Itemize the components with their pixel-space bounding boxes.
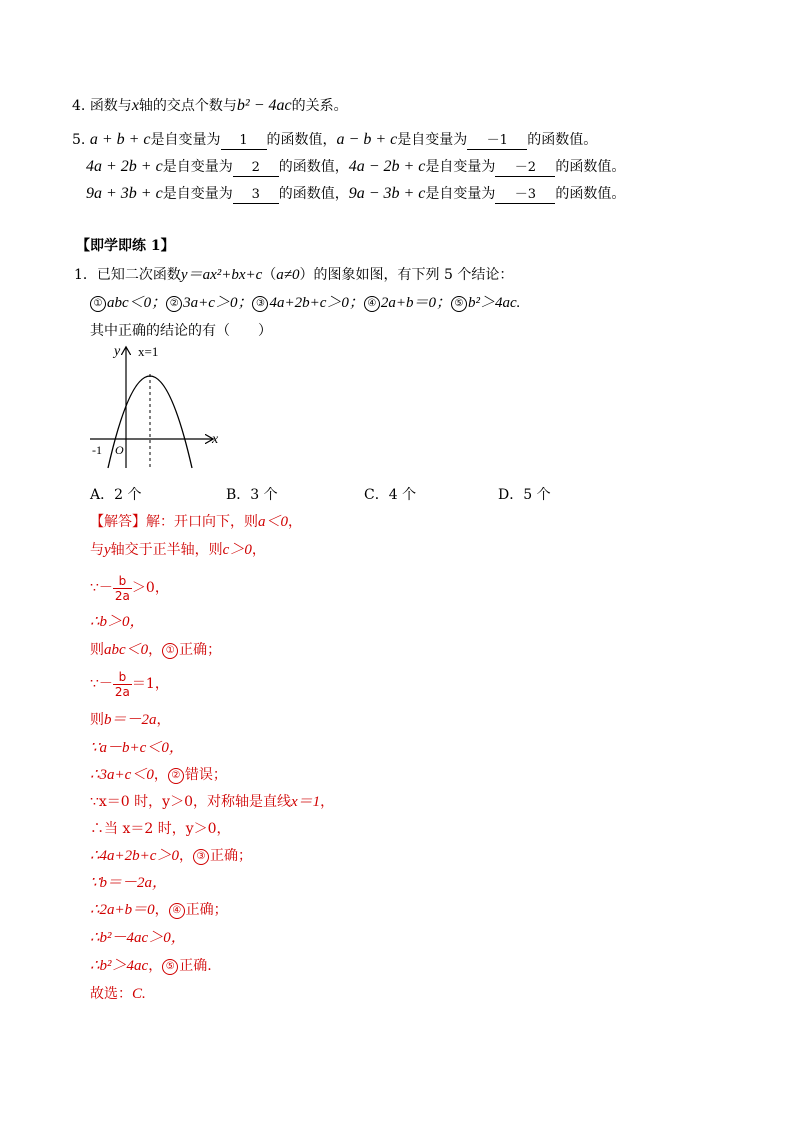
text: 函数与 bbox=[89, 98, 132, 114]
answer-blank: 2 bbox=[233, 160, 279, 177]
text: ， bbox=[156, 712, 171, 728]
text: ， bbox=[251, 542, 266, 558]
solution-line-9 bbox=[90, 765, 227, 785]
text: ∵－ bbox=[90, 676, 113, 692]
text: 的函数值， bbox=[278, 159, 349, 175]
solution-line-16 bbox=[90, 956, 212, 976]
text: 是自变量为 bbox=[162, 186, 233, 202]
question-number: 1． bbox=[74, 267, 97, 283]
math-expr: 4a + 2b + c bbox=[86, 158, 163, 175]
answer-blank: －1 bbox=[467, 133, 527, 150]
y-label: y bbox=[114, 344, 121, 359]
denominator: 2a bbox=[114, 588, 130, 603]
item-number: 4. bbox=[72, 98, 86, 114]
solution-line-2 bbox=[90, 540, 266, 560]
text: 是自变量为 bbox=[425, 186, 496, 202]
text: ＞0， bbox=[131, 580, 169, 596]
symmetry-label: x=1 bbox=[138, 344, 159, 359]
fraction bbox=[113, 670, 132, 699]
option-c: C．4 个 bbox=[364, 487, 417, 503]
text: ）的图象如图，有下列 5 个结论： bbox=[299, 267, 514, 283]
fraction bbox=[113, 574, 132, 603]
conclusion-4: 2a+b＝0； bbox=[380, 295, 451, 311]
numerator: b bbox=[113, 670, 132, 685]
text: 是自变量为 bbox=[162, 159, 233, 175]
origin-label: O bbox=[115, 443, 124, 457]
item-number: 5. bbox=[72, 132, 86, 148]
text: 正确. bbox=[179, 958, 212, 974]
solution-line-17 bbox=[90, 984, 146, 1004]
text: 的函数值， bbox=[278, 186, 349, 202]
circled-number: ③ bbox=[193, 849, 209, 865]
math-expr: 9a + 3b + c bbox=[86, 185, 163, 202]
solution-line-14 bbox=[90, 900, 228, 920]
circled-number: ① bbox=[90, 296, 106, 312]
option-d: D．5 个 bbox=[498, 487, 551, 503]
math: x bbox=[131, 97, 139, 114]
text: 则 bbox=[90, 712, 104, 728]
solution-line-12 bbox=[90, 846, 252, 866]
math-expr: b² − 4ac bbox=[236, 97, 292, 114]
text: 已知二次函数 bbox=[96, 267, 181, 283]
math-expr: a + b + c bbox=[89, 131, 151, 148]
math: ∴4a+2b+c＞0 bbox=[90, 848, 179, 864]
text: 正确； bbox=[209, 848, 252, 864]
math-expr: 4a − 2b + c bbox=[348, 158, 426, 175]
solution-line-6 bbox=[90, 668, 169, 700]
denominator: 2a bbox=[114, 684, 130, 699]
text: ， bbox=[153, 767, 168, 783]
function-expr: y＝ax²+bx+c bbox=[180, 267, 263, 283]
math: x＝1 bbox=[290, 794, 321, 810]
solution-line-8: ∵a－b+c＜0， bbox=[90, 740, 184, 756]
solution-line-5 bbox=[90, 640, 221, 660]
text: 轴交于正半轴，则 bbox=[110, 542, 223, 558]
text: ， bbox=[178, 848, 193, 864]
question-1-conclusions bbox=[90, 293, 520, 313]
option-a: A．2 个 bbox=[90, 487, 142, 503]
text: 正确； bbox=[185, 902, 228, 918]
text: 是自变量为 bbox=[150, 132, 221, 148]
item-4 bbox=[72, 96, 348, 116]
text: 的函数值。 bbox=[555, 186, 626, 202]
circled-number: ⑤ bbox=[162, 959, 178, 975]
conclusion-3: 4a+2b+c＞0； bbox=[269, 295, 364, 311]
text: 是自变量为 bbox=[425, 159, 496, 175]
text: 是自变量为 bbox=[397, 132, 468, 148]
solution-line-13: ∵b＝－2a， bbox=[90, 875, 168, 891]
text: ∵－ bbox=[90, 580, 113, 596]
text: ， bbox=[288, 514, 303, 530]
text: 则 bbox=[90, 642, 104, 658]
circled-number: ② bbox=[168, 768, 184, 784]
solution-line-1 bbox=[90, 512, 302, 532]
solution-line-4: ∴b＞0， bbox=[90, 614, 145, 630]
text: ， bbox=[320, 794, 335, 810]
text: 故选： bbox=[90, 986, 132, 1002]
text: ， bbox=[148, 642, 163, 658]
conclusion-2: 3a+c＞0； bbox=[183, 295, 253, 311]
condition: a≠0 bbox=[276, 267, 300, 283]
answer-blank: 3 bbox=[233, 187, 279, 204]
math: c＞0 bbox=[222, 542, 252, 558]
answer-blank: 1 bbox=[221, 133, 267, 150]
neg-one-label: -1 bbox=[92, 443, 102, 457]
answer: C. bbox=[132, 986, 146, 1002]
text: 正确； bbox=[179, 642, 222, 658]
question-1-stem bbox=[74, 265, 513, 285]
conclusion-1: abc＜0； bbox=[107, 295, 167, 311]
circled-number: ④ bbox=[169, 903, 185, 919]
math-expr: a − b + c bbox=[336, 131, 398, 148]
circled-number: ⑤ bbox=[451, 296, 467, 312]
math: abc＜0 bbox=[104, 642, 149, 658]
text: 错误； bbox=[184, 767, 227, 783]
text: （ bbox=[262, 267, 277, 283]
item-5-row-3 bbox=[86, 184, 625, 204]
solution-line-7 bbox=[90, 710, 171, 730]
section-title: 【即学即练 1】 bbox=[76, 238, 175, 254]
text: ， bbox=[148, 958, 163, 974]
math: y bbox=[104, 542, 111, 558]
text: 的函数值。 bbox=[555, 159, 626, 175]
circled-number: ③ bbox=[252, 296, 268, 312]
item-5-row-2 bbox=[86, 157, 625, 177]
circled-number: ② bbox=[166, 296, 182, 312]
answer-blank: －3 bbox=[495, 187, 555, 204]
math-expr: 9a − 3b + c bbox=[348, 185, 426, 202]
solution-line-3 bbox=[90, 572, 169, 604]
answer-blank: －2 bbox=[495, 160, 555, 177]
circled-number: ① bbox=[162, 643, 178, 659]
math: ∴b²＞4ac bbox=[90, 958, 149, 974]
math: ∴3a+c＜0 bbox=[90, 767, 154, 783]
text: 轴的交点个数与 bbox=[138, 98, 237, 114]
math: b＝－2a bbox=[104, 712, 157, 728]
text: 解：开口向下，则 bbox=[146, 514, 258, 530]
question-1-ask: 其中正确的结论的有（ ） bbox=[90, 323, 272, 339]
parabola-graph bbox=[88, 342, 228, 472]
text: 与 bbox=[90, 542, 104, 558]
circled-number: ④ bbox=[364, 296, 380, 312]
solution-line-11: ∴当 x＝2 时，y＞0， bbox=[90, 821, 231, 837]
solution-line-15: ∴b²－4ac＞0， bbox=[90, 930, 186, 946]
x-label: x bbox=[212, 432, 219, 447]
text: ， bbox=[154, 902, 169, 918]
text: ＝1， bbox=[131, 676, 169, 692]
item-5-row-1 bbox=[72, 130, 597, 150]
option-b: B．3 个 bbox=[226, 487, 278, 503]
text: ∵x＝0 时，y＞0，对称轴是直线 bbox=[90, 794, 291, 810]
math: a＜0 bbox=[258, 514, 289, 530]
solution-line-10 bbox=[90, 792, 334, 812]
solution-tag: 【解答】 bbox=[90, 514, 146, 530]
math: ∴2a+b＝0 bbox=[90, 902, 155, 918]
text: 的关系。 bbox=[291, 98, 348, 114]
conclusion-5: b²＞4ac. bbox=[467, 295, 521, 311]
text: 的函数值。 bbox=[527, 132, 598, 148]
numerator: b bbox=[113, 574, 132, 589]
text: 的函数值， bbox=[266, 132, 337, 148]
